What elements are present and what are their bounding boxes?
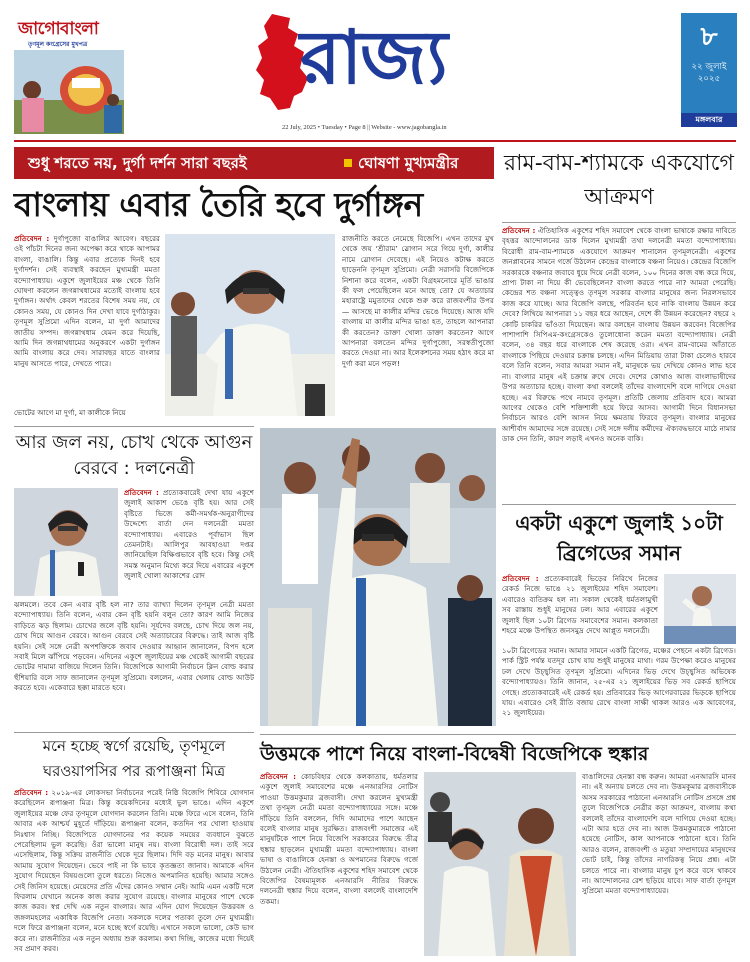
brand-tagline: তৃণমূল কংগ্রেসের মুখপত্র (28, 41, 88, 48)
main-photo (165, 234, 335, 416)
main-kicker-left: শুধু শরতে নয়, দুর্গা দর্শন সারা বছরই (28, 154, 247, 172)
brigade-byline: প্রতিবেদন : (502, 574, 539, 583)
rain-headline: আর জল নয়, চোখ থেকে আগুন বেরবে : দলনেত্রী (15, 432, 253, 479)
north-col2-text: বাঙালিদের হেনস্তা বন্ধ করুন। আমরা এনআরসি মানব না। এই অন্যায় চলতে দেব না। উত্তমকুমার ব্রজবাসীকে অসম সরকারের পাঠানো এনআরসি নোটিস প্রসঙ্গে প্রশ্ন তুলে বিজেপিকে নেত্রীর কড়া আক্রমণ, বাংলায় কথা বললেই তাঁদের বাংলাদেশি বলে দাগিয়ে দেওয়া হচ্ছে। এটা আর হতে দেব না। আজ উত্তমকুমারকে পাঠানো হয়েছে নোটিস, কাল আপনাকে পাঠানো হবে। তিনি আরও বলেন, রাজবংশী ও মতুয়া সম্প্রদায়ের মানুষদের ভোট চাই, কিন্তু তাঁদের নাগরিকত্ব নিয়ে প্রশ্ন। এটা চলতে পারে না। বাংলার মানুষ চুপ করে বসে থাকবে না। আন্দোলনের রেশ ছড়িয়ে যাবে। সাফ বার্তা তৃণমূল সুপ্রিমো মমতা বন্দ্যোপাধ্যায়ের। (582, 772, 736, 896)
kicker-separator-icon (344, 159, 352, 167)
rain-text-bottom: ঝলমলে। তবে কেন এবার বৃষ্টি হল না? তার ব্যাখ্যা দিলেন তৃণমূল নেত্রী মমতা বন্দ্যোপাধ্যায়। তিনি বলেন, এবার কেন বৃষ্টি হয়নি বলুন তো? কারণ আমি নিজের বাড়িতে ঝড় ছিলাম। চোখের জলে বৃষ্টি হয়নি। সূর্যদেব বলছে, চোখ দিয়ে জল নয়, চোখ দিয়ে আগুন বেরবে। আগুন বেরবে সেই অত্যাচারের বিরুদ্ধে। তাই আজ বৃষ্টি হয়নি। সেই সঙ্গে নেত্রী অপশক্তিকে জবাব দেওয়ার আহ্বান জানালেন, বিপদ হলে সবাই মিলে ঝাঁপিয়ে পড়বেন। এদিনের একুশে জুলাইয়ের মঞ্চ থেকেই আগামী বছরের ভোটের দামামা বাজিয়ে দিলেন তিনি। বিজেপিকে আগামী নির্বাচনে ক্লিন বোল্ড করার হুঁশিয়ারি বলে সাফ জানালেন তৃণমূল সুপ্রিমো। বললেন, এবার খেলায় বোল্ড আউট করতে হবে। একেবারে ছক্কা মারতে হবে। (14, 600, 254, 693)
dateline: 22 July, 2025 • Tuesday • Page 8 || Website - www.jagobangla.in (282, 124, 447, 131)
page-number: ৮ (700, 22, 718, 52)
brigade-text-top: প্রত্যেকবারেই ভিড়ের নিরিখে নিজের রেকর্ড নিজে ভাঙে ২১ জুলাইয়ের শহিদ সমাবেশ। এবারেও ব্যতিক্রম হল না। সকাল থেকেই ধর্মতলামুখী সব রাস্তায় শুধুই মানুষের ঢল। আর এবারের একুশে জুলাই ছিল ১০টা ব্রিগেড সমাবেশের সমান। কলকাতা শহরে মঞ্চে উপস্থিত জনসমুদ্র দেখে আপ্লুত দলনেত্রী। (502, 574, 658, 636)
brigade-col-top (502, 574, 658, 644)
rain-byline: প্রতিবেদন : (124, 488, 159, 497)
rain-text-top: প্রত্যেকবারেই দেখা যায় একুশে জুলাই আকাশ ভেঙে বৃষ্টি হয়। আর সেই বৃষ্টিতে ভিজে কর্মী-সমর্থক-অনুরাগীদের উদ্দেশ্যে বার্তা দেন দলনেত্রী মমতা বন্দ্যোপাধ্যায়। এবারেও পূর্বাভাস ছিল তেমনটাই। আলিপুর আবহাওয়া দপ্তর জানিয়েছিল বিক্ষিপ্তভাবে বৃষ্টি হবে। কিন্তু সেই সমস্ত অনুমান মিথ্যে করে দিয়ে এবারের একুশে জুলাই খোলা আকাশের রোদ (124, 488, 254, 581)
masthead-divider (14, 140, 736, 142)
brigade-headline: একটা একুশে জুলাই ১০টা ব্রিগেডের সমান (515, 511, 723, 565)
return-divider (14, 732, 254, 733)
main-col2 (342, 234, 494, 420)
north-byline: প্রতিবেদন : (260, 772, 296, 781)
north-col2 (582, 772, 736, 956)
ram-text: ঐতিহাসিক একুশের শহিদ সমাবেশ থেকে বাংলা ভাষাকে রক্ষার দাবিতে বৃহত্তর আন্দোলনের ডাক দিলেন মুখ্যমন্ত্রী তথা দলনেত্রী মমতা বন্দ্যোপাধ্যায়। বিরোধী রাম-বাম-শ্যামকে একযোগে আক্রমণ শানালেন তৃণমূলনেত্রী। একুশের জনপ্লাবনের সামনে গর্জে উঠলেন কেন্দ্রের বাংলাকে বঞ্চনা নিয়েও। কেন্দ্রের বিজেপি সরকারকে বঞ্চনার জবাবে ধুয়ে দিয়ে নেত্রী বলেন, ১০০ দিনের কাজ বন্ধ করে দিয়ে, প্রাপ্য টাকা না দিয়ে কী ভেবেছিলেন? বাংলা করতে পারে না? আমরা পেরেছি। কেন্দ্রের শত বঞ্চনা সত্ত্বেও তৃণমূল সরকার বাংলার মানুষের জন্য নিরলসভাবে কাজ করে যাচ্ছে। আর বিজেপি বলছে, পরিবর্তন হবে নাকি বাংলায় উন্নয়ন করে দেবে? লিখিয়ে আপনারা ১১ বছর ধরে আছেন, দেশে কী উন্নয়ন করেছেন? বছরে ২ কোটি চাকরির ভাঁওতা দিয়েছেন। আর বলছেন বাংলায় উন্নয়ন করবেন! বিজেপির পাশাপাশি সিপিএম-কংগ্রেসকেও তুলোধোনা করেন মমতা বন্দ্যোপাধ্যায়। নেত্রী বলেন, ৩৪ বছর ধরে বাংলাকে শেষ করেছে ওরা। এখন রাম-বামের আঁতাতে বাংলাকে পিছিয়ে দেওয়ার চক্রান্ত চলছে। এদিন মিডিয়ায় তারা টাকা চেলেও হারবে বলে তিনি বলেন, সবার আমরা সমান নই, মানুষকে ভয় দেখিয়ে কোনও লাভ হবে না। বাংলার মানুষ এই চক্রান্ত রুখে দেবে। দেশের কোথাও আজ বাংলাভাষীদের উপর অত্যাচার হচ্ছে। বাংলা কথা বললেই তাঁদের বাংলাদেশি বলে দাগিয়ে দেওয়া হচ্ছে। এর বিরুদ্ধে পথে নামবে তৃণমূল। প্রতিটি জেলায় প্রতিবাদ হবে। আমরা আগের থেকেও বেশি শক্তিশালী হয়ে ফিরে আসব। আগামী দিনে বিধানসভা নির্বাচনে আরও বেশি আসন নিয়ে ক্ষমতায় ফিরবে তৃণমূল। বাংলার মানুষের আশীর্বাদ আমাদের সঙ্গে রয়েছে। সেই সঙ্গে দলীয় কর্মীদের ঐক্যবদ্ধভাবে মাঠে নামার ডাক দেন তিনি, কারণ লড়াই এখনও অনেক বাকি। (502, 226, 736, 444)
ram-headline: রাম-বাম-শ্যামকে একযোগে আক্রমণ (504, 151, 734, 210)
main-byline: প্রতিবেদন : (14, 234, 50, 243)
return-col (14, 788, 254, 956)
return-headline: মনে হচ্ছে স্বর্গে রয়েছি, তৃণমূলে ঘরওয়াপসির পর রূপাঞ্জনা মিত্র (42, 737, 226, 780)
north-col1 (260, 772, 418, 956)
page-title: রাজ্য (300, 15, 446, 101)
brand-logo (18, 16, 126, 38)
main-headline: বাংলায় এবার তৈরি হবে দুর্গাঙ্গন (14, 185, 423, 224)
rain-col-top (124, 488, 254, 596)
return-byline: প্রতিবেদন : (14, 788, 49, 797)
page-day: মঙ্গলবার (681, 113, 737, 127)
north-divider (260, 734, 736, 735)
ram-divider (502, 222, 736, 223)
main-kicker-bar (14, 147, 494, 179)
main-col1 (14, 234, 160, 406)
rain-photo (14, 488, 118, 596)
rain-col-bottom (14, 600, 254, 730)
masthead (0, 0, 750, 140)
rain-divider (14, 426, 254, 427)
main-col1-end: ভোটের আগে মা দুর্গা, মা কালীকে নিয়ে (14, 408, 126, 417)
page-info-box (681, 13, 737, 113)
main-col1-text: দুর্গাপুজো বাঙালির আবেগ। বছরের ওই পাঁচটা দিনের জন্য অপেক্ষা করে থাকে আপামর বাংলা, বাঙালি। কিন্তু এবার প্রত্যেক দিনই হবে দুর্গাদর্শন। সেই ব্যবস্থাই করছেন মুখ্যমন্ত্রী মমতা বন্দ্যোপাধ্যায়। একুশে জুলাইয়ের মঞ্চ থেকে তিনি ঘোষণা করলেন জগন্নাথধামের মতোই বাংলায় হবে দুর্গাঙ্গন। অর্থাৎ কেবল শরতের বিশেষ সময় নয়, যে কোনও সময়, যে কোনও দিন দেখা যাবে দুর্গাঠাকুর। তৃণমূল সুপ্রিমো এদিন বলেন, মা দুর্গা আমাদের জাতীয় সম্পদ। জগন্নাথধাম যেমন করে দিয়েছি, আমি দিন জগন্নাথধামের অনুকরণে একটা দুর্গাঙ্গন আমি বাংলায় করে দেব। সারাবছর যাতে বাংলার মানুষ আসতে পারে, দেখতে পারে। (14, 234, 160, 368)
brigade-photo (664, 574, 736, 644)
north-col1-text: কোচবিহার থেকে কলকাতায়, ধর্মতলার একুশে জুলাই সমাবেশের মঞ্চে এনআরসির নোটিস পাওয়া উত্তমকুমার ব্রজবাসী। দেখা করলেন মুখ্যমন্ত্রী তথা তৃণমূল নেত্রী মমতা বন্দ্যোপাধ্যায়ের সঙ্গে। মঞ্চে দাঁড়িয়ে তিনি বললেন, দিদি আমাদের পাশে আছেন বলেই বাংলার মানুষ সুরক্ষিত। রাজবংশী সমাজের এই মানুষটিকে পাশে নিয়ে বিজেপি সরকারের বিরুদ্ধে তীব্র হুঙ্কার ছাড়লেন মুখ্যমন্ত্রী মমতা বন্দ্যোপাধ্যায়। বাংলা ভাষা ও বাঙালিকে হেনস্তা ও অপমানের বিরুদ্ধে গর্জে উঠলেন নেত্রী। ঐতিহাসিক একুশের শহিদ সমাবেশ থেকে বিজেপির বৈষম্যমূলক এনআরসি নীতির বিরুদ্ধে দলনেত্রী হুঙ্কার দিয়ে বলেন, বাংলা বললেই বাংলাদেশি তকমা। (260, 772, 418, 906)
brigade-divider (502, 504, 736, 505)
brigade-text-bottom: ১০টা ব্রিগেডের সমান। আমার সামনে একটি ব্রিগেড, মঞ্চের পেছনে একটা ব্রিগেড। পার্ক স্ট্রিট পর্যন্ত যতদূর চোখ যায় শুধুই মানুষের মাথা। গরম উপেক্ষা করেও মানুষের ঢল দেখে উচ্ছ্বসিত তৃণমূল সুপ্রিমো। এদিনের ভিড় দেখে উচ্ছ্বসিত অভিষেক বন্দ্যোপাধ্যায়ও। তিনি জানান, ২৫-এর ২১ জুলাইয়ের ভিড় সব রেকর্ড ছাপিয়ে গেছে। প্রত্যেকবারেই এই রেকর্ড হয়। প্রতিবারের ভিড় আগেরবারের ভিড়কে ছাপিয়ে যায়। এবারেও সেই রীতি বজায় রেখে বাংলা সাক্ষী থাকল আরও এক আবেগের, ২১ জুলাইয়ের। (502, 646, 736, 718)
brand-photo (14, 50, 124, 134)
brigade-col-bottom (502, 646, 736, 730)
brand-logo-text: জাগোবাংলা (18, 19, 99, 39)
main-kicker-right: ঘোষণা মুখ্যমন্ত্রীর (358, 154, 459, 172)
north-photo (424, 772, 576, 956)
main-col2-text: রাজনীতি করতে নেমেছে বিজেপি। এখন তাদের মুখ থেকে জয় ‘শ্রীরাম’ স্লোগান সরে গিয়ে দুর্গা, কালীর নামে স্লোগান দেবেছে। এই নিয়েও কটাক্ষ করতে ছাড়েননি তৃণমূল সুপ্রিমো। নেত্রী সরাসরি বিজেপিকে নিশানা করে বলেন, একটা বিগ্রহমনোরে মূর্তি ভাঙার কী ফল পেয়েছিলেন মনে আছে তো? যে অত্যাচার মহারাষ্ট্রে মমুতাদের থেকে শুরু করে রাজবংশীর উপর— আসছে মা কালীর মন্দির ভেঙে দিয়েছে। আজ যদি বাংলায় মা কালীর মন্দির ভাঙা হত, তাহলে আপনারা কী করতেন? ডাক্তা খোলা ডাক্তা করতেন? আগে আপনারা বলতেন মন্দির দুর্গাপুজো, সরস্বতীপুজো করতে দেওয়া না। আর ইলেকশনের সময় হঠাৎ করে মা দুর্গা করা মনে পড়ল! (342, 234, 494, 368)
center-photo (260, 428, 496, 726)
ram-col (502, 226, 736, 496)
ram-byline: প্রতিবেদন : (502, 226, 536, 235)
return-text: ২০১৯-এর লোকসভা নির্বাচনের পরেই নিষ্ঠি বিজেপি শিবিরে যোগদান করেছিলেন রূপাঞ্জনা মিত্র। কিন্তু কয়েকদিনের মধ্যেই ভুল ভাঙে। এদিন একুশে জুলাইয়ের মঞ্চে ফের তৃণমূলে যোগদান করলেন তিনি। মঞ্চে ফিরে এসে বলেন, তিনি আবার এক আশ্চর্য মুহূর্তে দাঁড়িয়ে। রূপাঞ্জনা বলেন, কতদিন পর খোলা হাওয়ায় নিঃশ্বাস নিচ্ছি। বিজেপিতে যোগদানের পর কয়েক সময়ের ব্যবধানে বুঝতে পেরেছিলাম ভুল করেছি। ওঁরা ভালো মানুষ নয়। বাংলা বিরোধী দল। তাই সরে এসেছিলাম, কিন্তু সক্রিয় রাজনীতি থেকে দূরে ছিলাম। দিদি বড় মনের মানুষ। আবার আমায় সুযোগ দিয়েছেন। ভেবে পাই না কি ভাবে কৃতজ্ঞতা জানাব। আমাকে এদিন সুযোগ দিয়েছেন বিষয়গুলো তুলে ধরতে। নিজেও অপমানিত হয়েছি। আমার সঙ্গেও সেই জিনিস হয়েছে। মেয়েদের প্রতি এঁদের কোনও সম্মান নেই। আমি এমন একটি দলে ফিরলাম যেখানে অনেক কাজ করার সুযোগ রয়েছে। বাংলার মানুষের পাশে থেকে কাজ করব। স্বপ্ন দেখি এক নতুন বাংলার। আর এদিন যোগ দিয়েছেন উত্তরবঙ্গ ও জঙ্গলমহলের একাধিক বিজেপি নেতা। সকলকে দলের পতাকা তুলে দেন মুখ্যমন্ত্রী। দলে ফিরে রূপাঞ্জনা বলেন, মনে হচ্ছে স্বর্গে রয়েছি। এখানে সকলে ভালো, কেউ ভাগ করে না। রাজনীতির এক নতুন অধ্যায় শুরু করলাম। কথা দিচ্ছি, কাজের মধ্যে দিয়েই সব প্রমাণ করব। (14, 788, 254, 954)
page-date: ২২ জুলাই ২০২৫ (691, 62, 727, 84)
north-headline: উত্তমকে পাশে নিয়ে বাংলা-বিদ্বেষী বিজেপিকে হুঙ্কার (260, 743, 649, 765)
